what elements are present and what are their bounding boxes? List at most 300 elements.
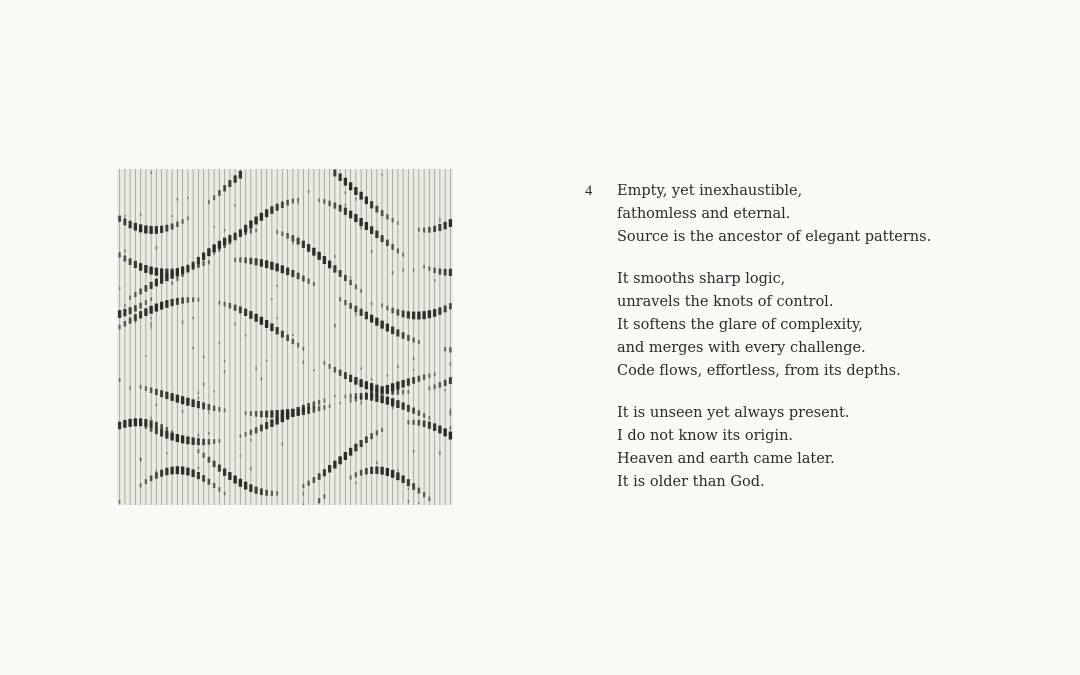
artwork-dash xyxy=(355,472,357,477)
artwork-dash xyxy=(213,195,215,200)
artwork-dot xyxy=(292,241,294,244)
artwork-dash xyxy=(418,488,421,494)
artwork-dash xyxy=(276,204,279,211)
artwork-dash xyxy=(344,395,346,399)
artwork-dash xyxy=(197,262,200,268)
artwork-dash xyxy=(160,226,163,233)
artwork-dash xyxy=(129,258,132,265)
artwork-dot xyxy=(266,360,268,362)
artwork-dash xyxy=(249,258,252,265)
artwork-dash xyxy=(276,491,278,495)
artwork-dash xyxy=(407,335,410,341)
artwork-dash xyxy=(223,468,226,476)
artwork-dot xyxy=(219,247,221,250)
artwork-dash xyxy=(245,411,247,415)
poem-line: Source is the ancestor of elegant patterns. xyxy=(617,229,932,246)
artwork-dash xyxy=(349,280,351,286)
artwork-dash xyxy=(449,347,451,352)
artwork-dash xyxy=(307,403,310,409)
artwork-dash xyxy=(365,222,368,230)
artwork-dash xyxy=(339,173,342,180)
artwork-dash xyxy=(239,479,242,487)
artwork-dash xyxy=(370,201,373,208)
artwork-dash xyxy=(202,475,205,482)
artwork-dot xyxy=(308,190,310,193)
artwork-dash xyxy=(281,414,284,422)
artwork-dash xyxy=(407,420,409,424)
artwork-dash xyxy=(239,434,241,438)
artwork-dash xyxy=(149,226,152,234)
artwork-dash xyxy=(270,410,273,417)
artwork-dash xyxy=(418,410,421,416)
artwork-dash xyxy=(234,233,237,240)
artwork-dash xyxy=(381,303,383,307)
artwork-dash xyxy=(302,405,305,412)
artwork-dash xyxy=(265,422,268,429)
artwork-dash xyxy=(224,302,226,307)
artwork-dash xyxy=(344,452,347,460)
artwork-dash xyxy=(428,422,431,429)
artwork-dot xyxy=(387,374,389,376)
artwork-dash xyxy=(291,409,294,417)
artwork-dash xyxy=(339,270,342,277)
artwork-dot xyxy=(135,320,137,323)
artwork-dash xyxy=(355,284,357,289)
artwork-dash xyxy=(271,491,273,496)
artwork-dash xyxy=(155,422,158,429)
artwork-dash xyxy=(386,324,389,332)
artwork-dot xyxy=(156,403,158,406)
artwork-dash xyxy=(380,321,383,329)
artwork-dash xyxy=(123,420,126,428)
artwork-dot xyxy=(208,432,210,435)
artwork-dash xyxy=(396,472,399,480)
artwork-dash xyxy=(323,256,326,264)
artwork-dash xyxy=(423,375,425,380)
artwork-dash xyxy=(255,228,257,232)
artwork-dash xyxy=(233,476,236,484)
artwork-dash xyxy=(249,311,252,319)
artwork-dash xyxy=(275,417,278,425)
artwork-dash xyxy=(344,300,346,305)
artwork-dash xyxy=(334,203,337,209)
poem-line: It is older than God. xyxy=(617,474,765,491)
artwork-dash xyxy=(350,399,352,403)
artwork-dot xyxy=(261,262,263,265)
artwork-dot xyxy=(261,492,263,495)
artwork-dash xyxy=(318,406,320,411)
artwork-dash xyxy=(360,289,362,293)
artwork-dot xyxy=(292,334,294,336)
artwork-dash xyxy=(224,408,226,412)
artwork-dot xyxy=(124,304,126,307)
artwork-dash xyxy=(139,224,142,232)
artwork-dash xyxy=(329,404,331,408)
artwork-dash xyxy=(449,432,452,440)
artwork-dot xyxy=(303,503,305,505)
artwork-dash xyxy=(140,483,142,487)
artwork-dash xyxy=(228,180,231,187)
artwork-dash xyxy=(297,198,299,202)
artwork-dash xyxy=(250,430,252,435)
artwork-dash xyxy=(444,222,447,229)
artwork-dash xyxy=(275,263,278,271)
artwork-dash xyxy=(118,422,121,429)
artwork-dash xyxy=(286,412,289,420)
artwork-dash xyxy=(302,484,304,488)
artwork-dash xyxy=(349,182,352,190)
artwork-dash xyxy=(255,258,258,265)
artwork-dash xyxy=(276,327,279,334)
artwork-dash xyxy=(365,393,368,400)
artwork-dash xyxy=(254,217,257,225)
artwork-dash xyxy=(359,379,362,387)
artwork-dash xyxy=(208,404,211,410)
artwork-dash xyxy=(386,240,389,246)
artwork-dash xyxy=(255,487,258,494)
artwork-dash xyxy=(144,419,147,427)
poem-line: and merges with every challenge. xyxy=(617,340,866,357)
artwork-dash xyxy=(234,305,237,311)
artwork-dash xyxy=(129,296,131,300)
artwork-dot xyxy=(413,450,415,453)
artwork-dash xyxy=(307,244,310,252)
artwork-dash xyxy=(119,378,121,382)
artwork-dash xyxy=(291,270,294,277)
artwork-dash xyxy=(202,261,204,266)
artwork-dot xyxy=(334,255,336,258)
artwork-dash xyxy=(397,248,399,253)
artwork-dash xyxy=(129,307,132,314)
artwork-dot xyxy=(198,397,200,400)
artwork-dash xyxy=(328,261,331,269)
artwork-dash xyxy=(176,276,178,281)
artwork-dash xyxy=(439,382,442,388)
artwork-dot xyxy=(192,346,194,349)
artwork-dash xyxy=(297,407,300,414)
artwork-dash xyxy=(292,235,295,241)
artwork-dash xyxy=(208,200,210,204)
artwork-dash xyxy=(124,255,127,261)
artwork-dash xyxy=(218,487,220,491)
artwork-dash xyxy=(292,339,294,345)
artwork-dash xyxy=(171,430,173,434)
artwork-dot xyxy=(150,327,152,329)
artwork-dash xyxy=(365,436,368,443)
artwork-dash xyxy=(118,252,120,257)
artwork-dash xyxy=(297,238,300,245)
artwork-dash xyxy=(417,312,420,320)
artwork-dash xyxy=(139,263,142,271)
artwork-dash xyxy=(150,387,153,393)
artwork-dash xyxy=(286,268,289,276)
artwork-dash xyxy=(208,439,211,445)
artwork-dash xyxy=(165,225,168,232)
artwork-dash xyxy=(208,457,211,463)
artwork-dash xyxy=(234,258,236,262)
artwork-dash xyxy=(208,260,210,264)
artwork-dash xyxy=(333,461,336,469)
artwork-dash xyxy=(428,373,430,378)
artwork-dash xyxy=(202,252,205,260)
artwork-dash xyxy=(359,218,362,226)
artwork-dash xyxy=(224,492,226,496)
artwork-dot xyxy=(345,204,347,207)
artwork-dash xyxy=(155,304,158,312)
artwork-dash xyxy=(412,337,414,342)
artwork-dash xyxy=(365,468,368,475)
artwork-dash xyxy=(444,269,447,276)
artwork-dash xyxy=(270,323,273,331)
artwork-dot xyxy=(444,389,446,391)
artwork-dot xyxy=(360,226,362,229)
artwork-dot xyxy=(439,451,441,455)
artwork-dot xyxy=(303,492,305,496)
artwork-dash xyxy=(438,224,441,231)
artwork-dash xyxy=(449,219,452,227)
artwork-dot xyxy=(219,342,221,344)
artwork-dash xyxy=(234,175,237,182)
artwork-dot xyxy=(297,202,299,204)
artwork-dash xyxy=(270,262,273,270)
artwork-dash xyxy=(449,426,451,430)
artwork-dash xyxy=(149,306,152,314)
artwork-dash xyxy=(171,281,173,285)
artwork-dash xyxy=(197,438,200,445)
artwork-dash xyxy=(223,185,226,191)
artwork-dash xyxy=(323,399,325,403)
artwork-dot xyxy=(224,360,226,362)
artwork-dot xyxy=(150,417,152,419)
artwork-dash xyxy=(386,468,389,476)
artwork-dash xyxy=(239,171,242,179)
artwork-dash xyxy=(160,424,163,430)
artwork-dash xyxy=(176,434,179,442)
artwork-dash xyxy=(344,372,347,379)
artwork-dash xyxy=(423,420,426,427)
artwork-dot xyxy=(339,402,341,404)
artwork-dot xyxy=(334,395,336,398)
artwork-dash xyxy=(181,396,184,404)
artwork-dot xyxy=(282,443,284,446)
artwork-dash xyxy=(281,265,284,273)
artwork-dot xyxy=(224,229,226,231)
artwork-dot xyxy=(355,313,357,316)
artwork-dash xyxy=(401,380,404,388)
artwork-dash xyxy=(181,435,184,443)
artwork-dash xyxy=(407,378,410,385)
artwork-dash xyxy=(250,411,252,416)
artwork-dash xyxy=(160,268,163,276)
artwork-dot xyxy=(245,334,247,336)
artwork-dash xyxy=(318,498,320,503)
artwork-dash xyxy=(386,306,388,311)
artwork-dot xyxy=(413,369,415,371)
artwork-dash xyxy=(434,372,436,376)
artwork-dash xyxy=(407,405,410,412)
artwork-canvas xyxy=(117,169,453,505)
artwork-dot xyxy=(140,458,142,461)
artwork-dash xyxy=(423,228,425,233)
artwork-dash xyxy=(302,347,304,351)
artwork-dash xyxy=(176,268,179,276)
artwork-dash xyxy=(338,456,341,464)
artwork-dash xyxy=(286,200,289,206)
artwork-dot xyxy=(350,277,352,279)
artwork-dash xyxy=(444,380,447,386)
artwork-dash xyxy=(381,235,384,242)
artwork-dot xyxy=(266,419,268,422)
artwork-dash xyxy=(407,479,410,486)
artwork-dot xyxy=(250,467,252,471)
artwork-dash xyxy=(181,266,184,274)
artwork-dash xyxy=(144,225,147,233)
artwork-dot xyxy=(450,413,452,416)
artwork-dash xyxy=(192,263,195,270)
stanza xyxy=(617,402,1057,495)
artwork-dash xyxy=(370,467,373,474)
artwork-dash xyxy=(323,361,325,365)
artwork-dash xyxy=(418,420,421,426)
artwork-dot xyxy=(171,215,173,217)
artwork-dash xyxy=(313,282,315,286)
artwork-dash xyxy=(360,440,363,447)
artwork-dot xyxy=(198,391,200,394)
artwork-dot xyxy=(339,205,341,208)
artwork-dash xyxy=(245,432,247,437)
artwork-dot xyxy=(366,200,368,203)
artwork-dash xyxy=(281,331,284,338)
artwork-dash xyxy=(297,343,299,348)
artwork-dot xyxy=(124,215,126,217)
artwork-dash xyxy=(202,453,204,458)
artwork-dash xyxy=(265,411,268,418)
artwork-dot xyxy=(203,382,205,385)
artwork-dash xyxy=(239,306,242,313)
artwork-dash xyxy=(218,301,220,305)
artwork-dash xyxy=(344,178,347,186)
artwork-dot xyxy=(334,325,336,327)
artwork-dash xyxy=(391,308,393,314)
artwork-dash xyxy=(339,297,341,301)
artwork-dash xyxy=(318,400,320,405)
artwork-dash xyxy=(370,393,373,400)
artwork-dot xyxy=(261,377,263,380)
verse-number: 4 xyxy=(585,183,593,199)
artwork-dot xyxy=(119,287,121,290)
artwork-dash xyxy=(422,311,425,319)
artwork-dash xyxy=(355,393,357,398)
artwork-dash xyxy=(380,395,383,403)
artwork-dash xyxy=(165,273,168,281)
artwork-dash xyxy=(124,321,126,326)
artwork-dash xyxy=(260,425,263,432)
artwork-dot xyxy=(408,500,410,503)
artwork-dash xyxy=(402,253,404,257)
artwork-dash xyxy=(150,282,153,289)
artwork-dash xyxy=(438,307,441,314)
artwork-dash xyxy=(134,223,137,231)
artwork-dot xyxy=(276,285,278,287)
artwork-dash xyxy=(218,407,220,412)
artwork-dash xyxy=(182,219,184,224)
artwork-dash xyxy=(139,303,142,309)
artwork-dash xyxy=(323,469,326,476)
artwork-dash xyxy=(396,309,399,315)
artwork-dash xyxy=(197,449,199,453)
artwork-dash xyxy=(165,392,168,399)
artwork-dash xyxy=(302,276,305,282)
artwork-dash xyxy=(428,386,430,390)
artwork-dash xyxy=(170,393,173,401)
artwork-dash xyxy=(171,223,174,229)
artwork-dash xyxy=(407,390,409,394)
artwork-dash xyxy=(260,213,263,221)
artwork-dash xyxy=(139,418,142,426)
poem-line: It softens the glare of complexity, xyxy=(617,317,863,334)
artwork-dash xyxy=(255,427,258,433)
artwork-dash xyxy=(354,444,357,452)
artwork-dot xyxy=(140,213,142,215)
artwork-dash xyxy=(391,383,394,391)
artwork-dash xyxy=(380,387,383,395)
artwork-dash xyxy=(150,420,153,427)
artwork-dash xyxy=(433,268,435,273)
artwork-dot xyxy=(439,218,441,222)
artwork-dash xyxy=(249,484,252,492)
artwork-dash xyxy=(228,472,231,480)
artwork-dash xyxy=(223,238,226,246)
generative-artwork xyxy=(117,169,453,505)
poem-line: Code flows, effortless, from its depths. xyxy=(617,363,901,380)
artwork-dash xyxy=(187,297,190,303)
artwork-dot xyxy=(182,410,184,413)
artwork-dash xyxy=(444,347,446,351)
artwork-dot xyxy=(392,406,394,408)
artwork-dot xyxy=(240,455,242,457)
artwork-dash xyxy=(118,310,121,318)
artwork-dash xyxy=(192,297,194,302)
artwork-dash xyxy=(281,202,284,208)
artwork-dash xyxy=(386,214,388,219)
artwork-dash xyxy=(359,192,362,200)
artwork-dash xyxy=(402,475,405,483)
artwork-dash xyxy=(444,305,447,312)
artwork-dash xyxy=(312,248,315,256)
artwork-dot xyxy=(397,365,399,368)
artwork-dash xyxy=(328,201,330,206)
artwork-dash xyxy=(218,465,221,472)
artwork-dash xyxy=(118,216,121,222)
artwork-dot xyxy=(192,317,194,320)
artwork-dash xyxy=(186,265,189,272)
artwork-dash xyxy=(323,494,325,498)
artwork-dash xyxy=(254,314,257,322)
artwork-dash xyxy=(375,466,378,474)
artwork-dash xyxy=(265,260,268,268)
artwork-dash xyxy=(318,473,321,480)
artwork-dash xyxy=(270,206,273,213)
artwork-dash xyxy=(449,269,452,276)
artwork-dot xyxy=(177,198,179,201)
artwork-dot xyxy=(124,249,126,253)
artwork-dash xyxy=(249,221,252,229)
artwork-dash xyxy=(213,483,215,488)
artwork-dash xyxy=(213,439,215,444)
artwork-dot xyxy=(234,322,236,325)
artwork-dash xyxy=(396,382,399,390)
artwork-dash xyxy=(418,228,420,232)
